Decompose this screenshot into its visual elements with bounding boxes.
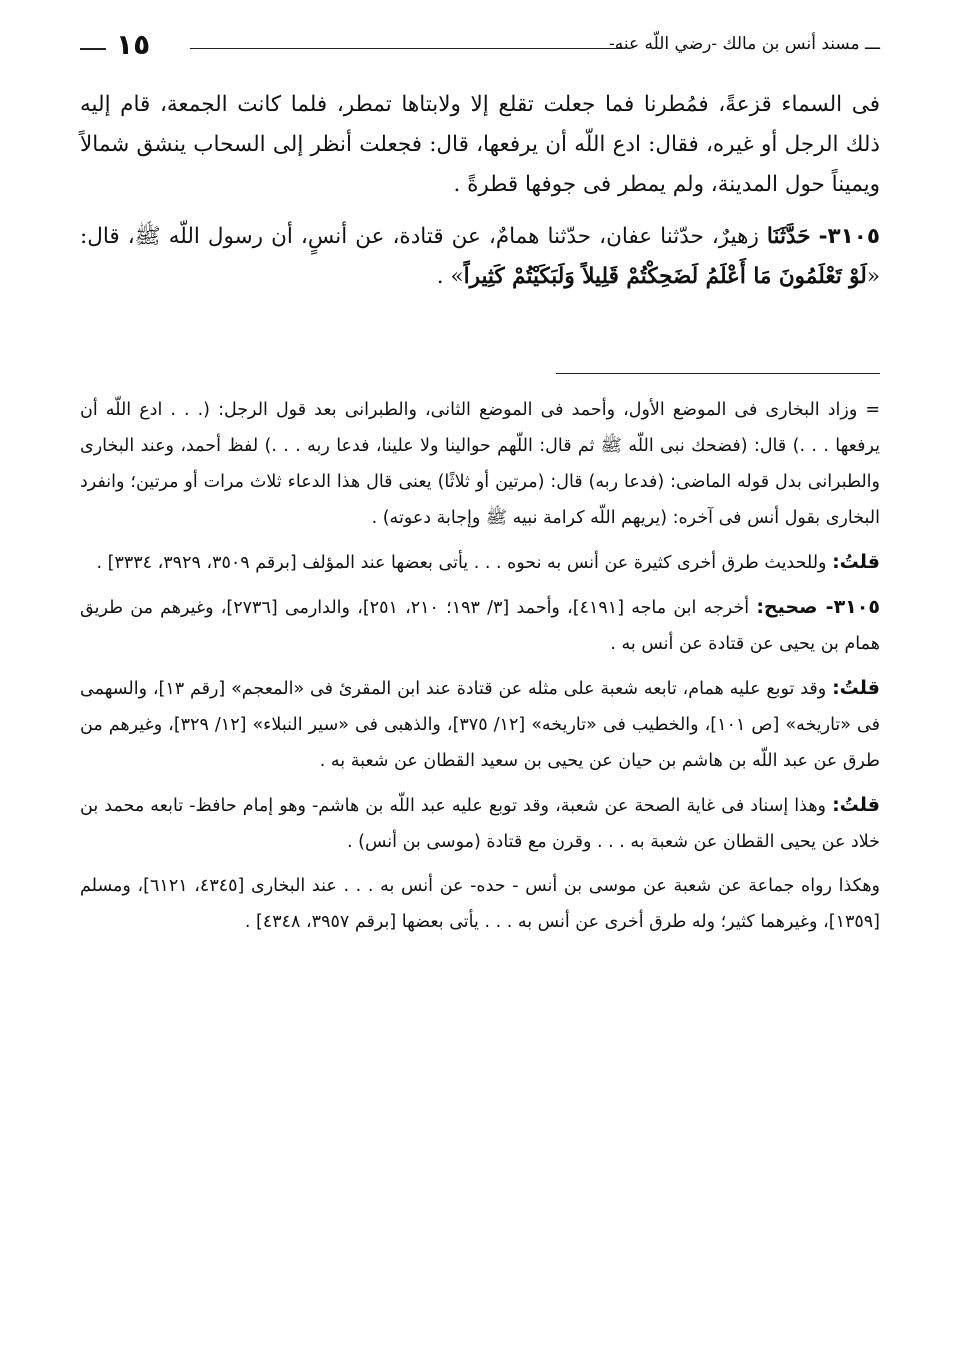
page-header [80, 28, 880, 68]
header-dash [80, 48, 106, 50]
hadith-entry [80, 217, 880, 297]
hadith-close: » . [436, 264, 464, 289]
footnote-paragraph [80, 670, 880, 779]
footnote-paragraph: = وزاد البخارى فى الموضع الأول، وأحمد فى الموضع الثانى، والطبرانى بعد قول الرجل: (. . . ادع اللّه أن يرفعها . . .) قال: (فضحك نبى اللّه ﷺ ثم قال: اللّهم حوالينا ولا علينا، فدعا ربه . . .) لفظ أحمد، وعند البخارى والطبرانى بدل قوله الماضى: (فدعا ربه) قال: (مرتين أو ثلاثًا) يعنى قال هذا الدعاء ثلاث مرات أو مرتين؛ وانفرد البخارى بقول أنس فى آخره: (يريهم اللّه كرامة نبيه ﷺ وإجابة دعوته) . [80, 400, 880, 528]
footnote-lead: قلتُ: [832, 677, 880, 699]
footnote-text: وقد توبع عليه همام، تابعه شعبة على مثله عن قتادة عند ابن المقرئ فى «المعجم» [رقم ١٣]، والسهمى فى «تاريخه» [ص ١٠١]، والخطيب فى «تاريخه» [١٢/ ٣٧٥]، والذهبى فى «سير النبلاء» [١٢/ ٣٢٩]، وغيرهم من طرق عن عبد اللّه بن هاشم بن حيان عن يحيى بن سعيد القطان عن شعبة به . [80, 679, 880, 771]
footnote-text: وللحديث طرق أخرى كثيرة عن أنس به نحوه . . . يأتى بعضها عند المؤلف [برقم ٣٥٠٩، ٣٩٢٩، ٣٣٣٤] . [96, 553, 827, 573]
footnotes [80, 392, 880, 948]
footnote-paragraph [80, 589, 880, 662]
main-text [80, 85, 880, 297]
hadith-isnad: زهيرٌ، حدّثنا عفان، حدّثنا همامٌ، عن قتادة، عن أنسٍ، أن رسول اللّه ﷺ، قال: « [80, 224, 880, 289]
main-paragraph: فى السماء قزعةً، فمُطرنا فما جعلت تقلع إلا ولابتاها تمطر، فلما كانت الجمعة، قام إليه ذلك الرجل أو غيره، فقال: ادع اللّه أن يرفعها، قال: فجعلت أنظر إلى السحاب ينشق شمالاً ويميناً حول المدينة، ولم يمطر فى جوفها قطرةً . [80, 92, 880, 197]
footnote-text: أخرجه ابن ماجه [٤١٩١]، وأحمد [٣/ ١٩٣؛ ٢١٠، ٢٥١]، والدارمى [٢٧٣٦]، وغيرهم من طريق همام بن يحيى عن قتادة عن أنس به . [80, 598, 880, 654]
footnote-lead: قلتُ: [832, 794, 880, 816]
hadith-isnad-word: حَدَّثَنَا [766, 224, 811, 249]
footnote-text: وهذا إسناد فى غاية الصحة عن شعبة، وقد توبع عليه عبد اللّه بن هاشم- وهو إمام حافظ- تابعه محمد بن خلاد عن يحيى القطان عن شعبة به . . . وقرن مع قتادة (موسى بن أنس) . [80, 796, 880, 852]
footnote-lead: قلتُ: [832, 551, 880, 573]
hadith-number: ٣١٠٥- [818, 224, 881, 249]
header-rule [190, 48, 625, 49]
footnote-lead: ٣١٠٥- صحيح: [756, 596, 880, 618]
running-title: ـــ مسند أنس بن مالك -رضي اللّه عنه- [608, 34, 880, 54]
footnote-paragraph [80, 787, 880, 860]
hadith-matn: لَوْ تَعْلَمُونَ مَا أَعْلَمُ لَضَحِكْتُمْ قَلِيلاً وَلَبَكَيْتُمْ كَثِيراً [463, 264, 867, 289]
footnote-paragraph [80, 544, 880, 581]
page-number: ١٥ [116, 28, 151, 61]
footnote-paragraph: وهكذا رواه جماعة عن شعبة عن موسى بن أنس - حده- عن أنس به . . . عند البخارى [٤٣٤٥، ٦١٢١]، ومسلم [١٣٥٩]، وغيرهما كثير؛ وله طرق أخرى عن أنس به . . . يأتى بعضها [برقم ٣٩٥٧، ٤٣٤٨] . [80, 876, 880, 932]
footnote-rule [556, 373, 880, 374]
